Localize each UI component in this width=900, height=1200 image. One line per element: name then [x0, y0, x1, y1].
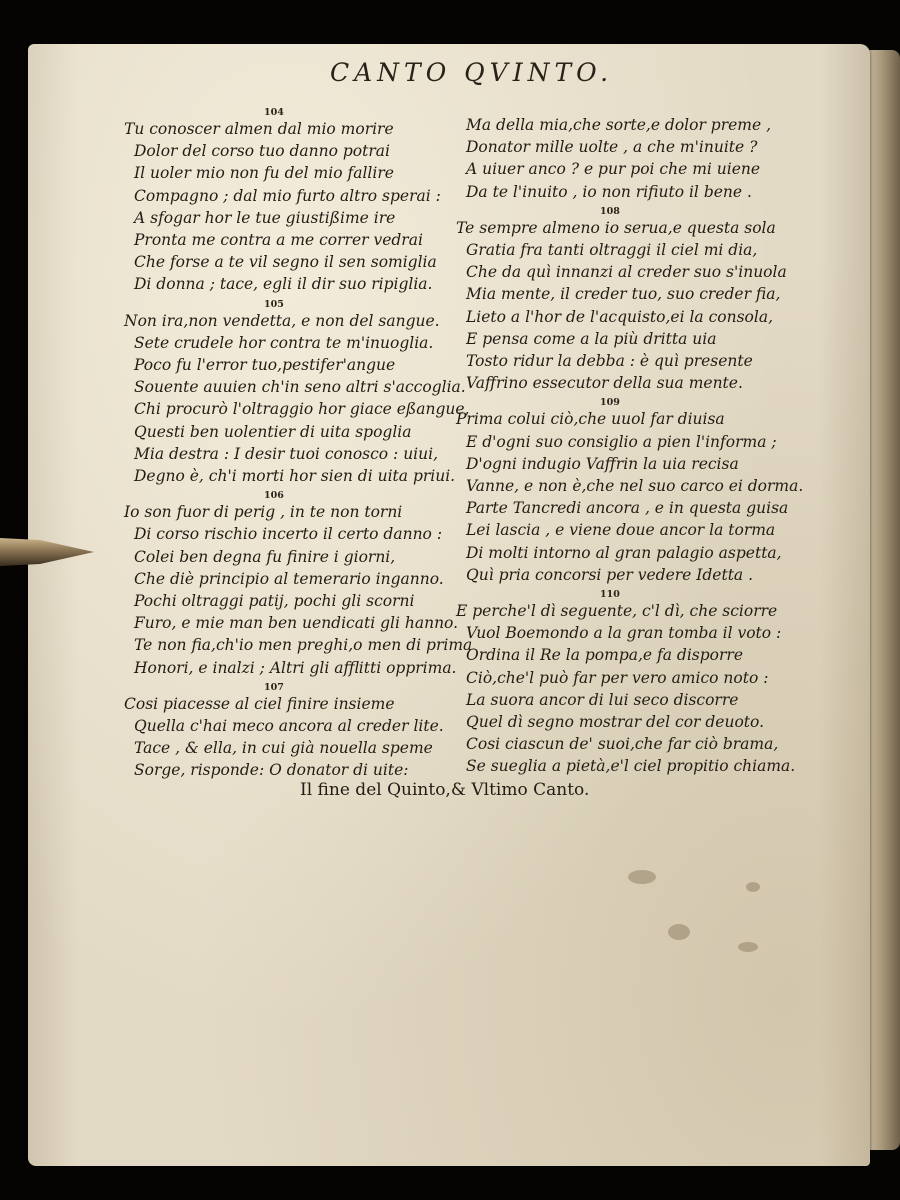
verse-line: Io son fuor di perig , in te non torni	[124, 503, 403, 522]
stanza-number: 104	[264, 107, 284, 118]
verse-line: Ordina il Re la pompa,e fa disporre	[466, 646, 744, 665]
verse-line: Cosi ciascun de' suoi,che far ciò brama,	[466, 735, 779, 754]
stanza	[456, 397, 804, 586]
stanza-number: 109	[600, 397, 620, 409]
verse-line: Souente auuien ch'in seno altri s'accoglia.	[134, 378, 466, 397]
page-header: CANTO QVINTO.	[330, 58, 614, 87]
verse-line: Quì pria concorsi per vedere Idetta .	[466, 565, 754, 584]
verse-line: Ma della mia,che sorte,e dolor preme ,	[466, 116, 772, 134]
verse-line: Pochi oltraggi patij, pochi gli scorni	[134, 592, 415, 611]
stanza	[124, 490, 473, 679]
metal-bookmark-clip	[0, 530, 95, 574]
verse-line: Sete crudele hor contra te m'inuoglia.	[134, 333, 434, 352]
stanza-number: 107	[264, 681, 284, 693]
verse-line: Poco fu l'error tuo,pestifer'angue	[134, 356, 396, 375]
verse-line: Vanne, e non è,che nel suo carco ei dorma.	[466, 477, 804, 496]
verse-line: E pensa come a la più dritta uia	[466, 329, 717, 348]
poem-column-left	[124, 107, 473, 786]
verse-line: Compagno ; dal mio furto altro sperai :	[134, 186, 441, 205]
verse-line: Ciò,che'l può far per vero amico noto :	[466, 668, 769, 687]
verse-line: E perche'l dì seguente, c'l dì, che sciorre	[456, 602, 778, 621]
verse-line: Vuol Boemondo a la gran tomba il voto :	[466, 624, 782, 643]
stanza	[456, 104, 796, 203]
verse-line: Prima colui ciò,che uuol far diuisa	[456, 410, 725, 429]
verse-line: Gratia fra tanti oltraggi il ciel mi dia,	[466, 241, 758, 260]
stain	[746, 882, 760, 892]
verse-line: A sfogar hor le tue giustißime ire	[134, 208, 396, 227]
verse-line: Di donna ; tace, egli il dir suo ripiglia.	[134, 275, 433, 294]
stanza-number: 108	[600, 205, 620, 217]
stanza	[124, 298, 470, 488]
stanza	[124, 108, 464, 296]
verse-line: Quella c'hai meco ancora al creder lite.	[134, 717, 444, 736]
verse-line: Chi procurò l'oltraggio hor giace eßangue,	[134, 400, 470, 419]
verse-line: Pronta me contra a me correr vedrai	[134, 231, 423, 250]
verse-line: Di corso rischio incerto il certo danno :	[134, 525, 443, 544]
poem-column-right	[456, 104, 804, 782]
verse-line: Se sueglia a pietà,e'l ciel propitio chiama.	[466, 757, 796, 776]
verse-line: Te sempre almeno io serua,e questa sola	[456, 218, 776, 237]
verse-line: Da te l'inuito , io non rifiuto il bene .	[466, 182, 752, 201]
verse-line: Tu conoscer almen dal mio morire	[124, 120, 394, 138]
stain	[738, 942, 758, 952]
verse-line: Questi ben uolentier di uita spoglia	[134, 422, 412, 441]
stain	[668, 924, 690, 940]
verse-line: Il uoler mio non fu del mio fallire	[134, 164, 394, 183]
verse-line: Sorge, risponde: O donator di uite:	[134, 761, 409, 780]
verse-line: Parte Tancredi ancora , e in questa guisa	[466, 499, 789, 518]
verse-line: Mia destra : I desir tuoi conosco : uiui,	[134, 444, 438, 463]
verse-line: A uiuer anco ? e pur poi che mi uiene	[466, 160, 761, 179]
verse-line: E d'ogni suo consiglio a pien l'informa ;	[466, 432, 777, 451]
verse-line: Che diè principio al temerario inganno.	[134, 569, 444, 588]
verse-line: Lieto a l'hor de l'acquisto,ei la consola,	[466, 307, 774, 326]
stanza	[456, 590, 796, 778]
verse-line: Quel dì segno mostrar del cor deuoto.	[466, 713, 764, 732]
stanza	[124, 683, 464, 782]
stanza	[456, 207, 796, 395]
stanza-number	[456, 104, 796, 114]
verse-line: D'ogni indugio Vaffrin la uia recisa	[466, 454, 739, 473]
verse-line: Donator mille uolte , a che m'inuite ?	[466, 138, 758, 157]
verse-line: Te non fia,ch'io men preghi,o men di prima	[134, 636, 473, 655]
verse-line: La suora ancor di lui seco discorre	[466, 690, 739, 709]
stanza-number: 110	[600, 589, 620, 601]
verse-line: Lei lascia , e viene doue ancor la torma	[466, 521, 776, 540]
verse-line: Degno è, ch'i morti hor sien di uita priui.	[134, 467, 456, 486]
verse-line: Mia mente, il creder tuo, suo creder fia,	[466, 285, 781, 304]
colophon: Il fine del Quinto,& Vltimo Canto.	[300, 780, 590, 800]
verse-line: Che forse a te vil segno il sen somiglia	[134, 253, 437, 272]
verse-line: Che da quì innanzi al creder suo s'inuola	[466, 263, 787, 282]
verse-line: Furo, e mie man ben uendicati gli hanno.	[134, 614, 459, 633]
verse-line: Tosto ridur la debba : è quì presente	[466, 352, 753, 371]
verse-line: Cosi piacesse al ciel finire insieme	[124, 694, 395, 713]
stanza-number: 105	[264, 298, 284, 310]
verse-line: Colei ben degna fu finire i giorni,	[134, 547, 396, 566]
verse-line: Tace , & ella, in cui già nouella speme	[134, 739, 433, 758]
verse-line: Di molti intorno al gran palagio aspetta,	[466, 543, 782, 562]
stanza-number: 106	[264, 490, 284, 502]
verse-line: Vaffrino essecutor della sua mente.	[466, 374, 743, 393]
verse-line: Honori, e inalzi ; Altri gli afflitti opprima.	[134, 658, 457, 677]
verse-line: Non ira,non vendetta, e non del sangue.	[124, 311, 440, 330]
stain	[628, 870, 656, 884]
verse-line: Dolor del corso tuo danno potrai	[134, 142, 390, 161]
